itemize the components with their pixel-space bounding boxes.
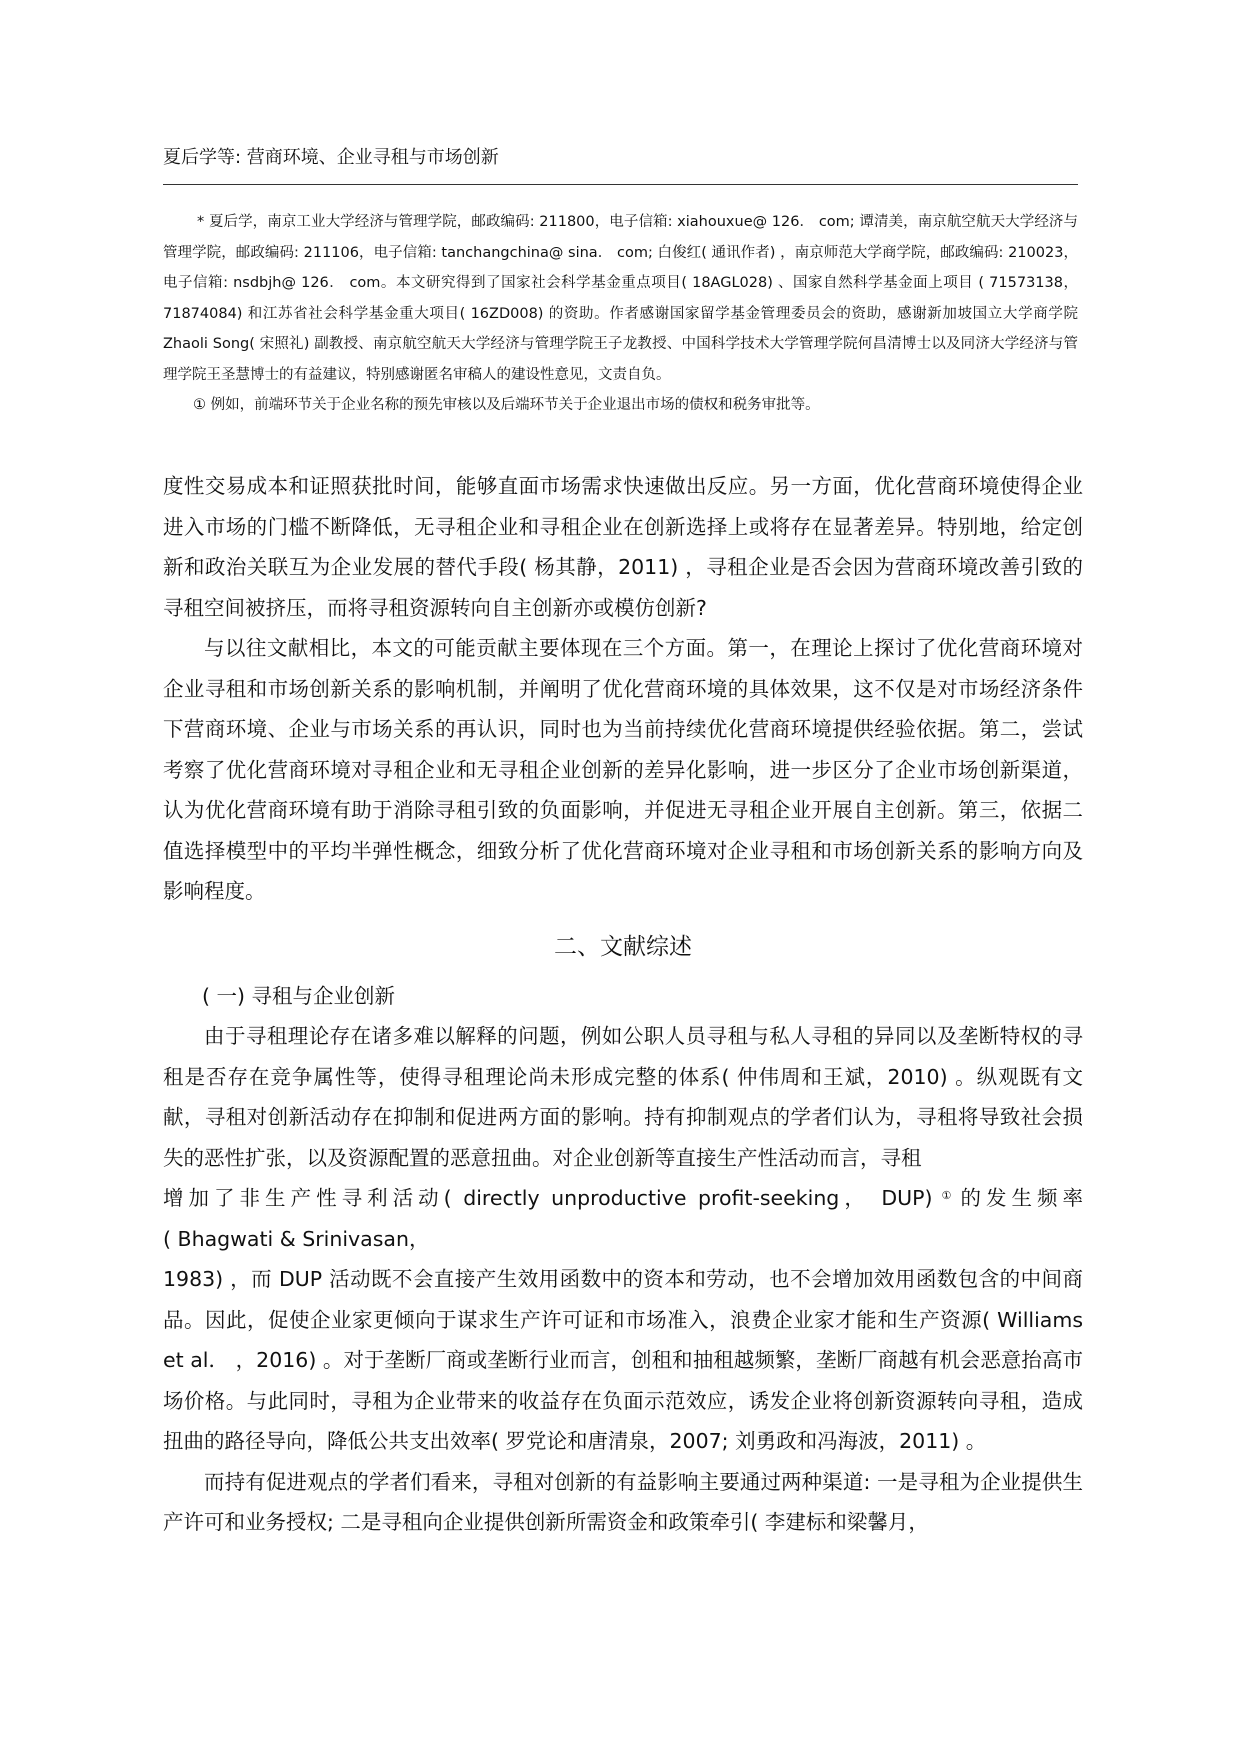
- paragraph-review-b: [163, 1178, 1083, 1219]
- section-title: 二、文献综述: [554, 933, 692, 960]
- paragraph-review-d: 1983) ，而 DUP 活动既不会直接产生效用函数中的资本和劳动，也不会增加效用函数包含的中间商品。因此，促使企业家更倾向于谋求生产许可证和市场准入，浪费企业家才能和生产资源( Williams et al． ，2016) 。对于垄断厂商或垄断行业而言，创租和抽租越频繁，垄断厂商越有机会恶意抬高市场价格。与此同时，寻租为企业带来的收益存在负面示范效应，诱发企业将创新资源转向寻租，造成扭曲的路径导向，降低公共支出效率( 罗党论和唐清泉，2007; 刘勇政和冯海波，2011) 。: [163, 1267, 1083, 1453]
- paragraph-review-a: 由于寻租理论存在诸多难以解释的问题，例如公职人员寻租与私人寻租的异同以及垄断特权的寻租是否存在竞争属性等，使得寻租理论尚未形成完整的体系( 仲伟周和王斌，2010) 。纵观既有文献，寻租对创新活动存在抑制和促进两方面的影响。持有抑制观点的学者们认为，寻租将导致社会损失的恶性扩张，以及资源配置的恶意扭曲。对企业创新等直接生产性活动而言，寻租: [163, 1024, 1083, 1170]
- dup-text: 增加了非生产性寻利活动( directly unproductive profit-seeking， DUP): [163, 1186, 933, 1210]
- paragraph-contributions: 与以往文献相比，本文的可能贡献主要体现在三个方面。第一，在理论上探讨了优化营商环境对企业寻租和市场创新关系的影响机制，并阐明了优化营商环境的具体效果，这不仅是对市场经济条件下营商环境、企业与市场关系的再认识，同时也为当前持续优化营商环境提供经验依据。第二，尝试考察了优化营商环境对寻租企业和无寻租企业创新的差异化影响，进一步区分了企业市场创新渠道，认为优化营商环境有助于消除寻租引致的负面影响，并促进无寻租企业开展自主创新。第三，依据二值选择模型中的平均半弹性概念，细致分析了优化营商环境对企业寻租和市场创新关系的影响方向及影响程度。: [163, 636, 1083, 903]
- running-header: 夏后学等: 营商环境、企业寻租与市场创新: [163, 147, 499, 168]
- author-footnote: * 夏后学，南京工业大学经济与管理学院，邮政编码: 211800，电子信箱: xiahouxue@ 126． com; 谭清美，南京航空航天大学经济与管理学院，邮政编码: 211106，电子信箱: tanchangchina@ sina． com; 白俊红( 通讯作者) ，南京师范大学商学院，邮政编码: 210023，电子信箱: nsdbjh@ 126． com。本文研究得到了国家社会科学基金重点项目( 18AGL028) 、国家自然科学基金面上项目 ( 71573138，71874084) 和江苏省社会科学基金重大项目( 16ZD008) 的资助。作者感谢国家留学基金管理委员会的资助，感谢新加坡国立大学商学院 Zhaoli Song( 宋照礼) 副教授、南京航空航天大学经济与管理学院王子龙教授、中国科学技术大学管理学院何昌清博士以及同济大学经济与管理学院王圣慧博士的有益建议，特别感谢匿名审稿人的建设性意见，文责自负。: [163, 214, 1078, 383]
- footnote-1: ① 例如，前端环节关于企业名称的预先审核以及后端环节关于企业退出市场的债权和税务审批等。: [193, 397, 820, 413]
- header-divider: [163, 184, 1078, 185]
- subsection-title: ( 一) 寻租与企业创新: [202, 983, 396, 1008]
- body-text: [163, 466, 1083, 1543]
- footnotes: [163, 207, 1078, 421]
- paragraph-continued: 度性交易成本和证照获批时间，能够直面市场需求快速做出反应。另一方面，优化营商环境使得企业进入市场的门槛不断降低，无寻租企业和寻租企业在创新选择上或将存在显著差异。特别地，给定创新和政治关联互为企业发展的替代手段( 杨其静，2011) ，寻租企业是否会因为营商环境改善引致的寻租空间被挤压，而将寻租资源转向自主创新亦或模仿创新?: [163, 474, 1083, 620]
- paragraph-review-c: ( Bhagwati & Srinivasan，: [163, 1226, 430, 1251]
- paragraph-promote: 而持有促进观点的学者们看来，寻租对创新的有益影响主要通过两种渠道: 一是寻租为企业提供生产许可和业务授权; 二是寻租向企业提供创新所需资金和政策牵引( 李建标和梁馨月，: [163, 1469, 1083, 1534]
- dup-tail: 的发生频率: [960, 1186, 1083, 1210]
- footnote-ref-1[interactable]: ①: [936, 1189, 957, 1202]
